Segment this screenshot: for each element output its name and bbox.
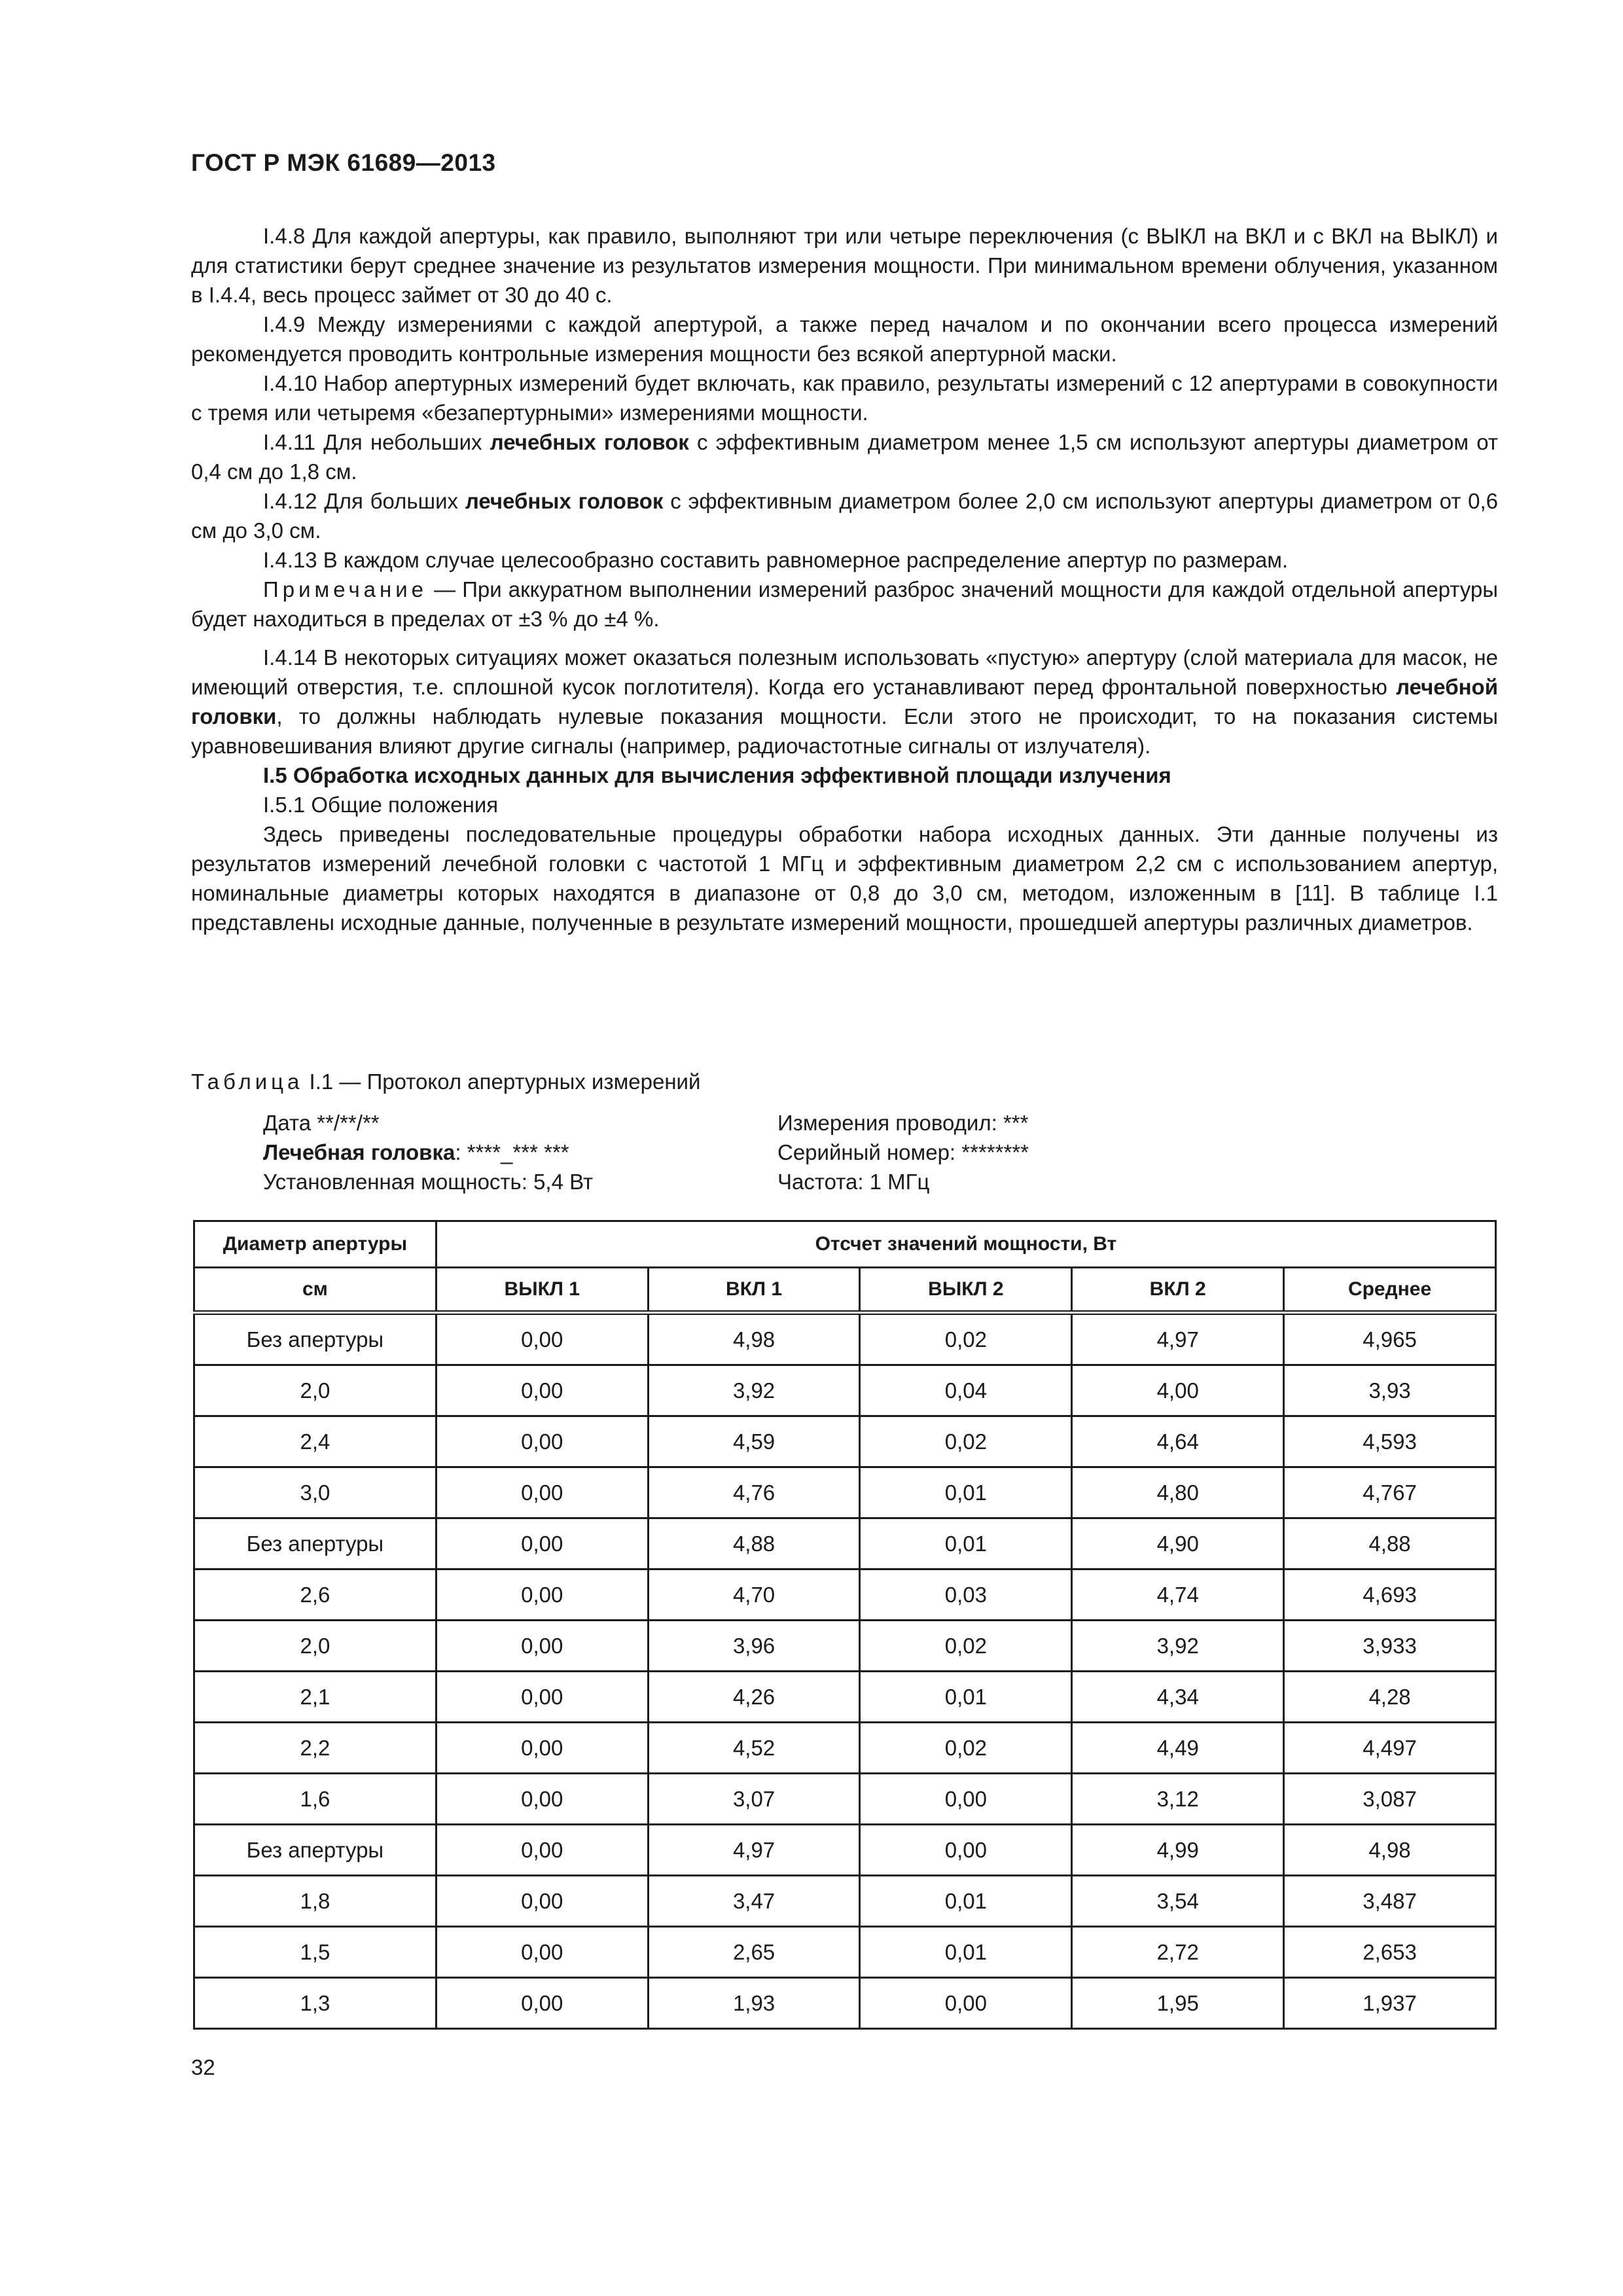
- cell-on-2: 3,92: [1072, 1621, 1284, 1672]
- cell-average: 3,933: [1284, 1621, 1496, 1672]
- table-row: [194, 1876, 1496, 1927]
- cell-on-2: 4,74: [1072, 1570, 1284, 1621]
- cell-off-1: 0,00: [436, 1978, 648, 2029]
- cell-diameter: Без апертуры: [194, 1825, 437, 1876]
- cell-diameter: 2,1: [194, 1672, 437, 1723]
- col-header-unit: см: [194, 1268, 437, 1313]
- paragraph-i-4-9: I.4.9 Между измерениями с каждой апертурой, а также перед началом и по окончании всего процесса измерений рекомендуется проводить контрольные измерения мощности без всякой апертурной маски.: [191, 312, 1498, 366]
- cell-on-1: 3,07: [648, 1774, 860, 1825]
- paragraph-i-4-14-start: I.4.14 В некоторых ситуациях может оказаться полезным использовать «пустую» апертуру (слой материала для масок, не имеющий отверстия, т.е. сплошной кусок поглотителя). Когда его устанавливают перед фронтальной поверхностью: [191, 645, 1498, 699]
- col-header-on-2: ВКЛ 2: [1072, 1268, 1284, 1313]
- cell-on-1: 4,76: [648, 1467, 860, 1518]
- cell-off-2: 0,00: [860, 1825, 1072, 1876]
- note-text: — При аккуратном выполнении измерений разброс значений мощности для каждой отдельной апертуры будет находиться в пределах от ±3 % до ±4 %.: [191, 577, 1498, 631]
- cell-off-1: 0,00: [436, 1876, 648, 1927]
- table-row: [194, 1313, 1496, 1365]
- paragraph-i-4-14-end: , то должны наблюдать нулевые показания мощности. Если этого не происходит, то на показания системы уравновешивания влияют другие сигналы (например, радиочастотные сигналы от излучателя).: [191, 704, 1498, 758]
- cell-off-2: 0,01: [860, 1876, 1072, 1927]
- paragraph-i-4-11: [191, 427, 1498, 486]
- cell-on-2: 4,00: [1072, 1365, 1284, 1416]
- cell-off-1: 0,00: [436, 1416, 648, 1467]
- cell-off-2: 0,02: [860, 1621, 1072, 1672]
- cell-off-1: 0,00: [436, 1365, 648, 1416]
- term-treatment-head: лечебных головок: [490, 430, 689, 454]
- paragraph-i-4-11-start: I.4.11 Для небольших: [263, 430, 490, 454]
- cell-off-2: 0,02: [860, 1416, 1072, 1467]
- cell-off-1: 0,00: [436, 1518, 648, 1570]
- cell-on-2: 2,72: [1072, 1927, 1284, 1978]
- cell-on-2: 4,34: [1072, 1672, 1284, 1723]
- cell-average: 3,087: [1284, 1774, 1496, 1825]
- cell-off-1: 0,00: [436, 1927, 648, 1978]
- cell-on-2: 4,99: [1072, 1825, 1284, 1876]
- subsection-heading-i-5-1: I.5.1 Общие положения: [263, 793, 499, 817]
- cell-on-1: 3,96: [648, 1621, 860, 1672]
- cell-diameter: 2,2: [194, 1723, 437, 1774]
- cell-on-2: 4,80: [1072, 1467, 1284, 1518]
- cell-average: 4,767: [1284, 1467, 1496, 1518]
- table-caption-label: Таблица: [191, 1069, 304, 1094]
- paragraph-i-4-11-end: с эффективным диаметром менее 1,5 см используют апертуры диаметром от 0,4 см до 1,8 см.: [191, 430, 1499, 484]
- meta-head: [263, 1138, 593, 1167]
- table-caption: [191, 1067, 700, 1096]
- table-row: [194, 1927, 1496, 1978]
- cell-on-1: 4,59: [648, 1416, 860, 1467]
- cell-on-1: 1,93: [648, 1978, 860, 2029]
- meta-head-value: : ****_*** ***: [455, 1140, 569, 1164]
- table-row: [194, 1518, 1496, 1570]
- table-row: [194, 1672, 1496, 1723]
- paragraph-i-4-8: I.4.8 Для каждой апертуры, как правило, выполняют три или четыре переключения (с ВЫКЛ на ВКЛ и с ВКЛ на ВЫКЛ) и для статистики берут среднее значение из результатов измерения мощности. При минимальном времени облучения, указанном в I.4.4, весь процесс займет от 30 до 40 с.: [191, 224, 1498, 307]
- table-row: [194, 1621, 1496, 1672]
- table-caption-text: I.1 — Протокол апертурных измерений: [303, 1069, 701, 1094]
- meta-head-label: Лечебная головка: [263, 1140, 455, 1164]
- cell-off-2: 0,03: [860, 1570, 1072, 1621]
- cell-diameter: 1,6: [194, 1774, 437, 1825]
- cell-off-2: 0,01: [860, 1672, 1072, 1723]
- paragraph-i-4-14: [191, 643, 1498, 761]
- meta-operator: Измерения проводил: ***: [777, 1111, 1029, 1135]
- cell-on-2: 4,97: [1072, 1313, 1284, 1365]
- paragraph-i-4-12-start: I.4.12 Для больших: [263, 489, 465, 513]
- cell-on-1: 2,65: [648, 1927, 860, 1978]
- meta-serial: Серийный номер: ********: [777, 1140, 1029, 1164]
- meta-power: Установленная мощность: 5,4 Вт: [263, 1170, 594, 1194]
- table-row: [194, 1825, 1496, 1876]
- cell-off-1: 0,00: [436, 1467, 648, 1518]
- cell-diameter: 2,4: [194, 1416, 437, 1467]
- header-diameter: Диаметр апертуры: [194, 1221, 437, 1268]
- cell-diameter: 1,8: [194, 1876, 437, 1927]
- cell-off-2: 0,02: [860, 1313, 1072, 1365]
- cell-on-1: 3,47: [648, 1876, 860, 1927]
- table-row: [194, 1365, 1496, 1416]
- cell-average: 4,965: [1284, 1313, 1496, 1365]
- cell-on-1: 4,97: [648, 1825, 860, 1876]
- paragraph-i-4-10: I.4.10 Набор апертурных измерений будет включать, как правило, результаты измерений с 12 апертурами в совокупности с тремя или четыремя «безапертурными» измерениями мощности.: [191, 371, 1498, 425]
- cell-average: 2,653: [1284, 1927, 1496, 1978]
- cell-diameter: 3,0: [194, 1467, 437, 1518]
- cell-off-2: 0,00: [860, 1978, 1072, 2029]
- term-treatment-head: лечебных головок: [465, 489, 664, 513]
- paragraph-i-5-1: Здесь приведены последовательные процедуры обработки набора исходных данных. Эти данные получены из результатов измерений лечебной головки с частотой 1 МГц и эффективным диаметром 2,2 см с использованием апертур, номинальные диаметры которых находятся в диапазоне от 0,8 до 3,0 см, методом, изложенным в [11]. В таблице I.1 представлены исходные данные, полученные в результате измерений мощности, прошедшей апертуры различных диаметров.: [191, 822, 1498, 935]
- cell-on-2: 1,95: [1072, 1978, 1284, 2029]
- cell-diameter: 2,0: [194, 1365, 437, 1416]
- table-row: [194, 1978, 1496, 2029]
- note-label: Примечание: [263, 577, 428, 601]
- cell-average: 4,693: [1284, 1570, 1496, 1621]
- cell-average: 3,487: [1284, 1876, 1496, 1927]
- table-row: [194, 1774, 1496, 1825]
- cell-diameter: 2,0: [194, 1621, 437, 1672]
- note: [191, 575, 1498, 634]
- cell-off-2: 0,01: [860, 1467, 1072, 1518]
- table-row: [194, 1723, 1496, 1774]
- cell-off-1: 0,00: [436, 1621, 648, 1672]
- cell-on-1: 4,52: [648, 1723, 860, 1774]
- cell-off-1: 0,00: [436, 1723, 648, 1774]
- cell-off-1: 0,00: [436, 1570, 648, 1621]
- table-row: [194, 1416, 1496, 1467]
- cell-diameter: Без апертуры: [194, 1518, 437, 1570]
- cell-average: 4,98: [1284, 1825, 1496, 1876]
- cell-on-2: 3,54: [1072, 1876, 1284, 1927]
- section-heading-i-5: I.5 Обработка исходных данных для вычисления эффективной площади излучения: [263, 763, 1171, 787]
- aperture-measurements-table: [193, 1220, 1497, 2030]
- cell-on-2: 4,64: [1072, 1416, 1284, 1467]
- cell-diameter: 1,3: [194, 1978, 437, 2029]
- col-header-on-1: ВКЛ 1: [648, 1268, 860, 1313]
- cell-off-1: 0,00: [436, 1672, 648, 1723]
- table-meta-right: [777, 1108, 1029, 1196]
- cell-on-2: 4,49: [1072, 1723, 1284, 1774]
- table-row: [194, 1570, 1496, 1621]
- body-text: [191, 221, 1498, 937]
- cell-off-1: 0,00: [436, 1825, 648, 1876]
- cell-off-1: 0,00: [436, 1313, 648, 1365]
- cell-on-1: 4,88: [648, 1518, 860, 1570]
- cell-average: 4,28: [1284, 1672, 1496, 1723]
- cell-off-2: 0,04: [860, 1365, 1072, 1416]
- cell-average: 4,593: [1284, 1416, 1496, 1467]
- cell-average: 4,497: [1284, 1723, 1496, 1774]
- document-header: ГОСТ Р МЭК 61689—2013: [191, 149, 496, 176]
- cell-on-1: 3,92: [648, 1365, 860, 1416]
- cell-average: 4,88: [1284, 1518, 1496, 1570]
- term-treatment-head: лечебной головки: [191, 675, 1498, 728]
- cell-on-1: 4,70: [648, 1570, 860, 1621]
- header-power-readings: Отсчет значений мощности, Вт: [436, 1221, 1495, 1268]
- cell-on-1: 4,98: [648, 1313, 860, 1365]
- cell-diameter: Без апертуры: [194, 1313, 437, 1365]
- page-number: 32: [191, 2055, 215, 2079]
- cell-average: 1,937: [1284, 1978, 1496, 2029]
- table-row: [194, 1467, 1496, 1518]
- meta-frequency: Частота: 1 МГц: [777, 1170, 930, 1194]
- cell-on-1: 4,26: [648, 1672, 860, 1723]
- paragraph-i-4-12-end: с эффективным диаметром более 2,0 см используют апертуры диаметром от 0,6 см до 3,0 см.: [191, 489, 1498, 543]
- cell-diameter: 2,6: [194, 1570, 437, 1621]
- table-meta-left: [263, 1108, 593, 1196]
- cell-off-2: 0,02: [860, 1723, 1072, 1774]
- col-header-average: Среднее: [1284, 1268, 1496, 1313]
- paragraph-i-4-13: I.4.13 В каждом случае целесообразно составить равномерное распределение апертур по размерам.: [263, 548, 1289, 572]
- cell-average: 3,93: [1284, 1365, 1496, 1416]
- paragraph-i-4-12: [191, 486, 1498, 545]
- cell-diameter: 1,5: [194, 1927, 437, 1978]
- col-header-off-2: ВЫКЛ 2: [860, 1268, 1072, 1313]
- cell-off-1: 0,00: [436, 1774, 648, 1825]
- meta-date: Дата **/**/**: [263, 1111, 380, 1135]
- cell-off-2: 0,01: [860, 1927, 1072, 1978]
- cell-on-2: 3,12: [1072, 1774, 1284, 1825]
- cell-on-2: 4,90: [1072, 1518, 1284, 1570]
- cell-off-2: 0,00: [860, 1774, 1072, 1825]
- col-header-off-1: ВЫКЛ 1: [436, 1268, 648, 1313]
- cell-off-2: 0,01: [860, 1518, 1072, 1570]
